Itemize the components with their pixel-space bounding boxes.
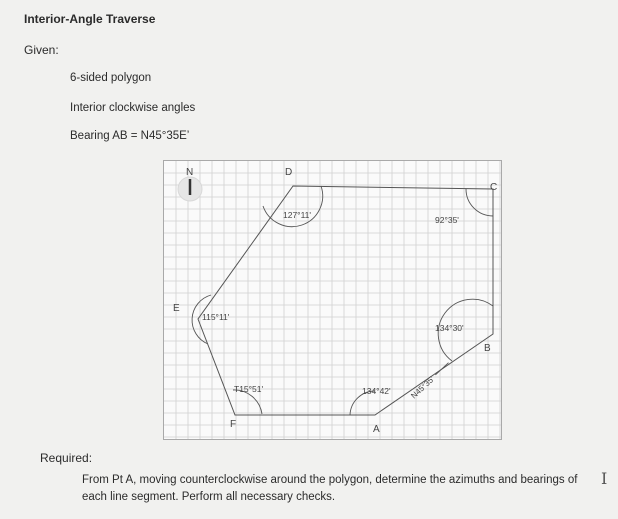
point-label-e: E — [173, 303, 180, 314]
point-label-f: F — [230, 419, 237, 430]
point-label-c: C — [490, 182, 498, 193]
page-title: Interior-Angle Traverse — [24, 12, 156, 26]
given-bearing-ab: Bearing AB = N45°35E’ — [70, 130, 190, 142]
angle-value-b: 134°30' — [435, 323, 464, 333]
point-label-d: D — [285, 167, 293, 178]
point-label-b: B — [484, 343, 491, 354]
given-polygon-sides: 6-sided polygon — [70, 72, 152, 84]
text-cursor-icon: I — [601, 469, 608, 488]
required-instructions: From Pt A, moving counterclockwise around the polygon, determine the azimuths and bearings of each line segment. Perform all necessary checks. — [82, 474, 578, 503]
point-label-a: A — [373, 424, 380, 435]
angle-value-f: T15°51' — [234, 384, 264, 394]
angle-value-c: 92°35' — [435, 215, 459, 225]
angle-value-e: 115°11' — [202, 312, 230, 322]
required-heading: Required: — [40, 451, 93, 465]
grid — [164, 161, 501, 439]
angle-value-a: 134°42' — [362, 386, 391, 396]
north-label: N — [186, 167, 194, 178]
angle-arc-c — [466, 189, 493, 216]
given-heading: Given: — [24, 43, 59, 57]
given-angle-type: Interior clockwise angles — [70, 102, 196, 114]
traverse-diagram — [163, 160, 502, 440]
bearing-label-ab: N45°35' — [409, 374, 437, 401]
angle-value-d: 127°11' — [283, 210, 312, 220]
north-arrow-icon — [178, 177, 202, 201]
bearing-arrow — [435, 363, 448, 375]
